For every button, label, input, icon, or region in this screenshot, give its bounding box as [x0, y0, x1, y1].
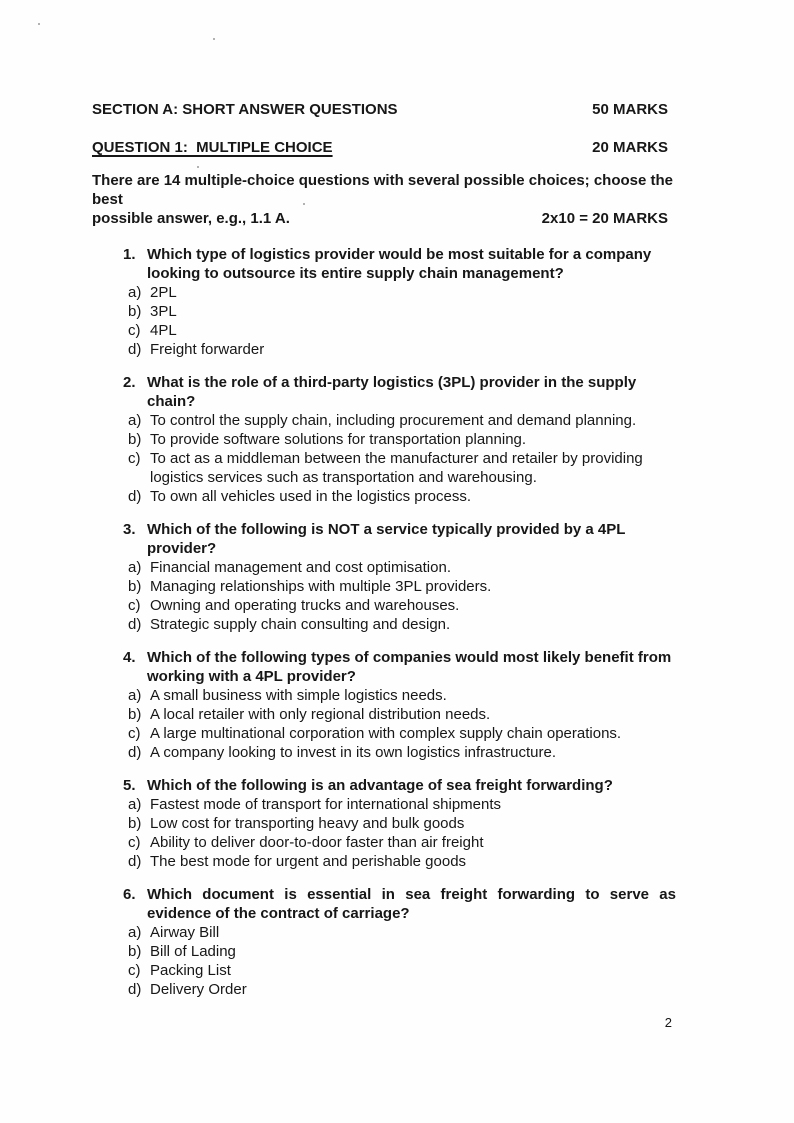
question-options: [92, 558, 676, 634]
instructions-line2: possible answer, e.g., 1.1 A.: [92, 210, 290, 227]
option-row: [92, 852, 676, 871]
question-block: [92, 373, 676, 506]
option-letter: c): [128, 834, 141, 851]
question1-title: QUESTION 1: MULTIPLE CHOICE: [92, 139, 333, 156]
section-marks: 50 MARKS: [592, 101, 668, 118]
instructions-marks: 2x10 = 20 MARKS: [541, 210, 668, 227]
scan-speck: [213, 38, 215, 40]
option-text: 3PL: [150, 303, 177, 320]
section-title: SECTION A: SHORT ANSWER QUESTIONS: [92, 101, 398, 118]
option-text: Freight forwarder: [150, 341, 265, 358]
option-text: Fastest mode of transport for international shipments: [150, 796, 502, 813]
option-row: [92, 487, 676, 506]
option-letter: a): [128, 687, 142, 704]
question-stem: Which of the following is an advantage of sea freight forwarding?: [147, 777, 613, 794]
option-letter: b): [128, 578, 142, 595]
option-letter: a): [128, 924, 142, 941]
question-block: [92, 245, 676, 359]
option-text: The best mode for urgent and perishable goods: [150, 853, 467, 870]
option-letter: c): [128, 450, 141, 467]
section-header-row: [92, 100, 676, 119]
question-number: 4.: [123, 649, 136, 666]
question-number: 1.: [123, 246, 136, 263]
option-letter: d): [128, 853, 142, 870]
option-letter: a): [128, 412, 142, 429]
option-row: [92, 833, 676, 852]
scan-speck: [38, 23, 40, 25]
option-text: 2PL: [150, 284, 177, 301]
option-letter: d): [128, 616, 142, 633]
option-text: To act as a middleman between the manufacturer and retailer by providing logistics services such as transportation and warehousing.: [150, 450, 643, 486]
question-options: [92, 686, 676, 762]
option-letter: c): [128, 322, 141, 339]
option-text: Financial management and cost optimisation.: [150, 559, 451, 576]
option-letter: d): [128, 981, 142, 998]
page-content: [92, 100, 676, 1032]
option-row: [92, 340, 676, 359]
option-row: [92, 558, 676, 577]
question-block: [92, 776, 676, 871]
option-text: A small business with simple logistics needs.: [150, 687, 447, 704]
option-text: Airway Bill: [150, 924, 220, 941]
option-row: [92, 449, 676, 487]
option-row: [92, 724, 676, 743]
option-row: [92, 302, 676, 321]
instructions: [92, 171, 676, 228]
option-letter: a): [128, 284, 142, 301]
question-number: 2.: [123, 374, 136, 391]
question-stem-row: [92, 373, 676, 411]
question-options: [92, 411, 676, 506]
question-block: [92, 885, 676, 999]
question-block: [92, 520, 676, 634]
option-row: [92, 923, 676, 942]
option-letter: d): [128, 341, 142, 358]
option-letter: c): [128, 597, 141, 614]
option-row: [92, 615, 676, 634]
option-letter: a): [128, 796, 142, 813]
option-row: [92, 961, 676, 980]
option-text: 4PL: [150, 322, 177, 339]
option-text: Managing relationships with multiple 3PL providers.: [150, 578, 492, 595]
option-letter: d): [128, 744, 142, 761]
option-text: Low cost for transporting heavy and bulk goods: [150, 815, 465, 832]
option-letter: c): [128, 962, 141, 979]
option-row: [92, 411, 676, 430]
option-row: [92, 577, 676, 596]
option-row: [92, 705, 676, 724]
option-letter: b): [128, 303, 142, 320]
instructions-line1: There are 14 multiple-choice questions with several possible choices; choose the best: [92, 172, 674, 208]
question-stem: Which type of logistics provider would be most suitable for a company looking to outsource its entire supply chain management?: [147, 246, 652, 282]
option-letter: b): [128, 706, 142, 723]
question-stem: Which of the following types of companies would most likely benefit from working with a 4PL provider?: [147, 649, 672, 685]
option-row: [92, 321, 676, 340]
question-stem-row: [92, 885, 676, 923]
question1-header-row: [92, 138, 676, 157]
option-row: [92, 814, 676, 833]
question-stem: Which document is essential in sea freight forwarding to serve as evidence of the contract of carriage?: [147, 886, 676, 922]
question-stem-row: [92, 776, 676, 795]
question-stem: What is the role of a third-party logistics (3PL) provider in the supply chain?: [147, 374, 637, 410]
option-row: [92, 283, 676, 302]
option-text: To provide software solutions for transportation planning.: [150, 431, 527, 448]
option-row: [92, 942, 676, 961]
question-number: 3.: [123, 521, 136, 538]
option-letter: d): [128, 488, 142, 505]
option-letter: b): [128, 431, 142, 448]
option-text: A large multinational corporation with complex supply chain operations.: [150, 725, 622, 742]
option-text: To control the supply chain, including procurement and demand planning.: [150, 412, 637, 429]
instructions-line2-row: [92, 209, 676, 228]
question-options: [92, 283, 676, 359]
option-letter: c): [128, 725, 141, 742]
questions: [92, 245, 676, 999]
option-row: [92, 795, 676, 814]
question-options: [92, 795, 676, 871]
option-letter: a): [128, 559, 142, 576]
option-row: [92, 596, 676, 615]
option-text: Strategic supply chain consulting and design.: [150, 616, 451, 633]
option-row: [92, 430, 676, 449]
option-text: Ability to deliver door-to-door faster than air freight: [150, 834, 484, 851]
option-text: A company looking to invest in its own logistics infrastructure.: [150, 744, 557, 761]
question-stem-row: [92, 648, 676, 686]
option-text: Owning and operating trucks and warehouses.: [150, 597, 460, 614]
question-stem: Which of the following is NOT a service typically provided by a 4PL provider?: [147, 521, 626, 557]
option-text: Packing List: [150, 962, 231, 979]
option-text: Bill of Lading: [150, 943, 236, 960]
option-text: Delivery Order: [150, 981, 247, 998]
option-letter: b): [128, 943, 142, 960]
option-letter: b): [128, 815, 142, 832]
option-text: To own all vehicles used in the logistics process.: [150, 488, 471, 505]
question-number: 5.: [123, 777, 136, 794]
option-row: [92, 980, 676, 999]
question-number: 6.: [123, 886, 136, 903]
question-block: [92, 648, 676, 762]
question1-marks: 20 MARKS: [592, 139, 668, 156]
question-options: [92, 923, 676, 999]
page-number: 2: [664, 1015, 672, 1030]
question-stem-row: [92, 245, 676, 283]
option-row: [92, 686, 676, 705]
option-text: A local retailer with only regional distribution needs.: [150, 706, 491, 723]
option-row: [92, 743, 676, 762]
question-stem-row: [92, 520, 676, 558]
